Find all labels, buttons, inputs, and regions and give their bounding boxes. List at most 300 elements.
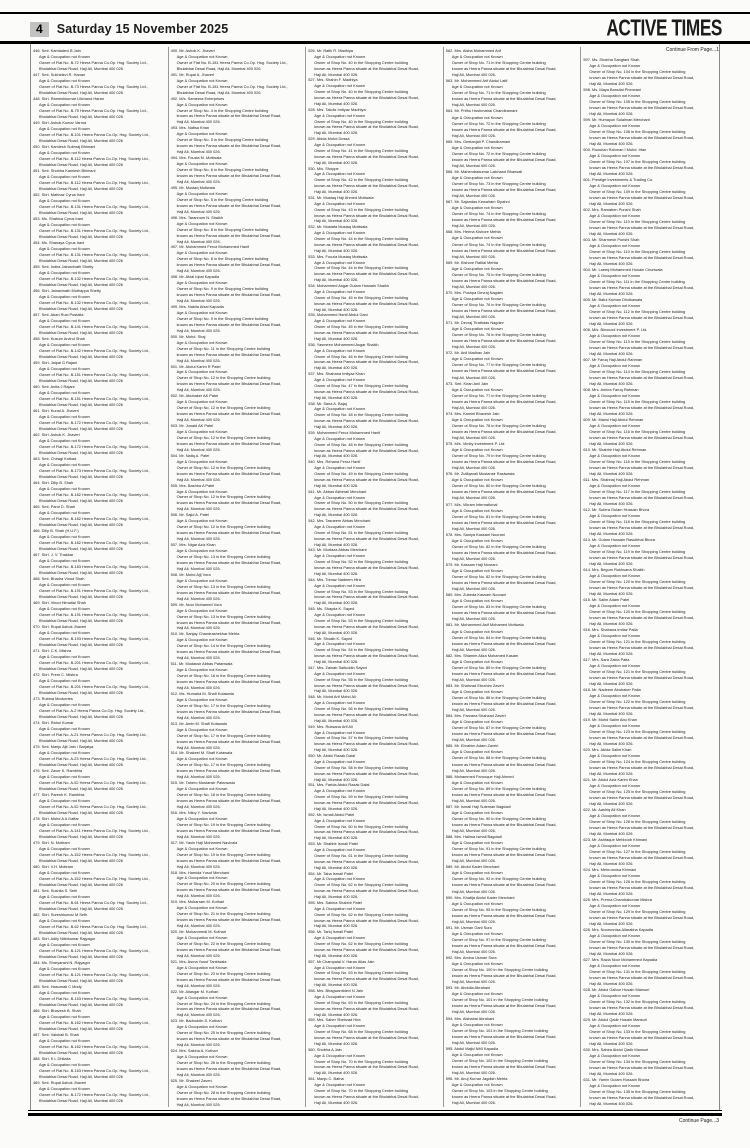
entry-number: 507. (170, 542, 180, 548)
entry-line: known as Heera Panna situate at the Bhulabhai Desai Road, (589, 645, 695, 650)
entry-line: Haji Ali, Mumbai 400 026. (176, 327, 221, 333)
entry-line: Haji Ali, Mumbai 400 026. (589, 471, 634, 476)
entry-line: Haji Ali, Mumbai 400 026. (589, 291, 634, 296)
notice-entry (171, 691, 303, 721)
entry-line: Owner of Shop No. 12 in the Shopping Centre building (176, 524, 271, 530)
entry-name: Mr. Yamin Gulam Hussain Bhoira (592, 1077, 650, 1082)
entry-number: 628. (583, 987, 593, 992)
entry-number: 540. (308, 459, 317, 465)
entry-number: 544. (308, 576, 317, 582)
entry-name: Mrs. Heena Kishore Mehta (454, 229, 501, 235)
entry-line: Haji Ali, Mumbai 400 026. (589, 501, 634, 506)
entry-number: 514. (170, 750, 180, 756)
entry-name: Mr. Ismail Haji Suleman Bagdadi (454, 803, 511, 809)
entry-line: known as Heera Panna situate at the Bhulabhai Desai Road, (589, 585, 695, 590)
entry-line: Owner of Flat No. A-52 Heera Panna Co.Op. Hsg. Society Ltd., (39, 780, 148, 785)
notice-entry (171, 155, 303, 185)
entry-number: 597. (583, 57, 593, 62)
entry-name: Mohammed Farooque Haji Ahmed (454, 773, 514, 779)
notice-entry (446, 622, 578, 652)
entry-line: Age & Occupation not Known (176, 161, 228, 167)
entry-name: Mr. Abdulla Abrahani (454, 985, 491, 991)
notice-entry (171, 423, 303, 453)
entry-line: known as Heera Panna situate at the Bhulabhai Desai Road, (589, 765, 695, 770)
entry-line: Age & Occupation not Known (451, 719, 503, 725)
entry-line: Owner of Shop No. 89 in the Shopping Centre building (451, 785, 546, 791)
entry-line: Owner of Shop No. 17 in the Shopping Centre building (176, 762, 271, 768)
notice-entry (446, 834, 578, 864)
entry-number: 484. (33, 960, 42, 965)
entry-line: Owner of Shop No. 13 in the Shopping Centre building (176, 554, 271, 560)
entry-line: Owner of Flat No. B-181 Heera Panna Co.Op. Hsg. Society Ltd., (176, 59, 288, 65)
entry-name: Mohammed Hanif Abdul Gani (316, 312, 368, 318)
entry-line: Haji Ali, Mumbai 400 026. (451, 1009, 496, 1015)
entry-line: Owner of Shop No. 95 in the Shopping Centre building (451, 906, 546, 912)
entry-line: Haji Ali, Mumbai 400 026. (176, 149, 221, 155)
entry-line: Age & Occupation not Known (314, 553, 366, 559)
entry-line: Haji Ali, Mumbai 400 026. (589, 591, 634, 596)
entry-name: Mrs. Shamim Aliza Mohamed Kasam (454, 652, 519, 658)
entry-number: 536. (308, 341, 317, 347)
notice-entry (171, 661, 303, 691)
notice-entry (33, 768, 165, 792)
entry-line: Owner of Shop No. 16 in the Shopping Centre building (176, 673, 271, 679)
entry-number: 630. (583, 1047, 593, 1052)
entry-line: Age & Occupation not Known (314, 112, 366, 118)
notice-entry (308, 401, 440, 430)
entry-line: Owner of Flat No. B-173 Heera Panna Co.Op. Hsg. Society Ltd., (39, 468, 150, 473)
entry-number: 545. (308, 606, 317, 612)
entry-name: Mr. Tariq Ismail Patel (316, 929, 353, 935)
entry-line: Haji Ali, Mumbai 400 026. (589, 681, 634, 686)
entry-line: known as Heera Panna situate at the Bhulabhai Desai Road, (176, 1095, 282, 1101)
entry-line: Bhulabhai Desai Road, Haji Ali, Mumbai 400 026 (39, 498, 123, 503)
entry-line: Owner of Flat No. B-191 Heera Panna Co.Op. Hsg. Society Ltd., (39, 612, 150, 617)
entry-name: Smt. Rupal Ashok Jhaveri (41, 1080, 87, 1085)
entry-line: Age & Occupation not Known (589, 273, 641, 278)
notice-entry (33, 816, 165, 840)
entry-name: Mr. Shabbir Ismail Patel (316, 841, 358, 847)
notice-entry (33, 216, 165, 240)
entry-line: Owner of Shop No. 19 in the Shopping Centre building (176, 821, 271, 827)
entry-line: known as Heera Panna situate at the Bhulabhai Desai Road, (589, 435, 695, 440)
entry-line: Owner of Flat No. B-101 Heera Panna Co.Op. Hsg. Society Ltd., (39, 132, 150, 137)
notice-entry (33, 888, 165, 912)
entry-number: 465. (33, 504, 42, 509)
entry-line: Haji Ali, Mumbai 400 026. (589, 321, 634, 326)
entry-line: Owner of Flat No. B-182 Heera Panna Co.Op. Hsg. Society Ltd., (39, 540, 150, 545)
entry-number: 464. (33, 480, 42, 485)
entry-line: Owner of Shop No. 118 in the Shopping Centre building (589, 519, 686, 524)
entry-line: Haji Ali, Mumbai 400 026. (589, 711, 634, 716)
entry-line: Haji Ali, Mumbai 400 026. (176, 744, 221, 750)
entry-number: 530. (308, 165, 317, 171)
entry-line: Owner of Shop No. 11 in the Shopping Centre building (176, 345, 271, 351)
entry-line: Age & Occupation not Known (589, 1023, 641, 1028)
entry-line: known as Heera Panna situate at the Bhulabhai Desai Road, (451, 549, 557, 555)
entry-line: known as Heera Panna situate at the Bhulabhai Desai Road, (314, 829, 419, 835)
notice-entry (583, 747, 716, 777)
entry-line: Age & Occupation not Known (314, 729, 366, 735)
entry-line: Owner of Shop No. 44 in the Shopping Centre building (314, 236, 409, 241)
entry-number: 553. (308, 841, 317, 847)
entry-line: Haji Ali, Mumbai 400 026. (176, 417, 221, 423)
entry-name: Mrs. Saniya Kassam Noorani (454, 531, 505, 537)
entry-line: Haji Ali, Mumbai 400 026. (589, 741, 634, 746)
entry-line: known as Heera Panna situate at the Bhulabhai Desai Road, (314, 359, 419, 365)
entry-line: Bhulabhai Desai Road, Haji Ali, Mumbai 400 026 (39, 714, 123, 719)
entry-line: Haji Ali, Mumbai 400 026. (176, 625, 221, 631)
entry-line: Haji Ali, Mumbai 400 026. (451, 223, 496, 229)
notice-entry (171, 125, 303, 155)
entry-line: Owner of Shop No. 126 in the Shopping Centre building (589, 819, 686, 824)
entry-number: 446. (33, 48, 42, 53)
entry-line: known as Heera Panna situate at the Bhulabhai Desai Road, (176, 946, 282, 952)
entry-line: Owner of Shop No. 77 in the Shopping Centre building (451, 362, 546, 368)
entry-line: Haji Ali, Mumbai 400 026. (314, 277, 359, 283)
entry-name: Mrs. Sabira Abdul Qadir Mansuri (592, 1047, 649, 1052)
right-frame-rule (719, 44, 720, 1110)
notice-entry (308, 518, 440, 547)
notice-entry (308, 1047, 440, 1076)
entry-line: Haji Ali, Mumbai 400 026. (314, 717, 359, 723)
entry-line: Owner of Shop No. 60 in the Shopping Centre building (314, 823, 409, 829)
entry-line: Haji Ali, Mumbai 400 026. (314, 335, 359, 341)
entry-line: known as Heera Panna situate at the Bhulabhai Desai Road, (451, 308, 557, 314)
entry-number: 594. (445, 1015, 455, 1021)
entry-name: Mrs. Amina Faruq Rahman (592, 387, 639, 392)
entry-line: known as Heera Panna situate at the Bhulabhai Desai Road, (314, 1005, 419, 1011)
entry-line: Owner of Shop No. 12 in the Shopping Centre building (176, 434, 271, 440)
entry-line: Haji Ali, Mumbai 400 026. (451, 555, 496, 561)
entry-name: M/s. Vikram International (454, 501, 498, 507)
entry-line: known as Heera Panna situate at the Bhulabhai Desai Road, (314, 976, 419, 982)
entry-name: Mrs. Razia Noor Mohammed Kapadia (592, 957, 658, 962)
entry-line: Age & Occupation not Known (451, 205, 503, 211)
entry-number: 500. (170, 333, 180, 339)
entry-line: Haji Ali, Mumbai 400 026. (314, 394, 359, 400)
entry-line: Owner of Shop No. 76 in the Shopping Centre building (451, 332, 546, 338)
entry-line: known as Heera Panna situate at the Bhulabhai Desai Road, (589, 975, 695, 980)
entry-line: Owner of Shop No. 87 in the Shopping Centre building (451, 725, 546, 731)
entry-line: Bhulabhai Desai Road, Haji Ali, Mumbai 400 026 (39, 810, 123, 815)
entry-number: 523. (170, 1018, 180, 1024)
entry-line: known as Heera Panna situate at the Bhulabhai Desai Road, (176, 887, 282, 893)
entry-line: Owner of Flat No. B-183 Heera Panna Co.Op. Hsg. Society Ltd., (39, 564, 150, 569)
entry-line: Age & Occupation not Known (39, 534, 90, 539)
notice-entry (33, 408, 165, 432)
entry-number: 461. (33, 408, 42, 413)
entry-line: Owner of Flat No. B-181 Heera Panna Co.Op. Hsg. Society Ltd., (176, 83, 288, 89)
entry-line: Age & Occupation not Known (589, 1083, 641, 1088)
entry-line: Age & Occupation not Known (451, 961, 503, 967)
entry-name: Shri. Kunal A. Jhaveri (41, 408, 79, 413)
entry-line: Age & Occupation not Known (314, 494, 366, 500)
entry-line: Age & Occupation not Known (176, 964, 228, 970)
entry-line: Owner of Flat No. B-131 Heera Panna Co.Op. Hsg. Society Ltd., (39, 228, 150, 233)
entry-name: Shri. N. Motiram (41, 840, 70, 845)
entry-line: known as Heera Panna situate at the Bhulabhai Desai Road, (176, 113, 282, 119)
notice-entry (446, 290, 578, 320)
entry-name: Smt. Chiragi Kotkad (41, 456, 77, 461)
entry-line: Owner of Shop No. 101 in the Shopping Centre building (451, 997, 548, 1003)
notice-entry (308, 782, 440, 811)
entry-line: Haji Ali, Mumbai 400 026. (451, 616, 496, 622)
entry-line: known as Heera Panna situate at the Bhulabhai Desai Road, (589, 135, 695, 140)
entry-line: known as Heera Panna situate at the Bhulabhai Desai Road, (176, 589, 282, 595)
entry-number: 508. (170, 571, 180, 577)
entry-name: Mr. Prithu Hushmatrai Chandiramani (454, 108, 518, 114)
notice-entry (446, 350, 578, 380)
entry-line: Haji Ali, Mumbai 400 026. (589, 261, 634, 266)
entry-name: Shri. Adily Nitinkumar Rajyagor (41, 936, 96, 941)
entry-line: Age & Occupation not Known (589, 93, 641, 98)
entry-line: known as Heera Panna situate at the Bhulabhai Desai Road, (589, 225, 695, 230)
entry-line: Owner of Shop No. 131 in the Shopping Centre building (589, 969, 686, 974)
entry-number: 509. (170, 601, 180, 607)
entry-line: Haji Ali, Mumbai 400 026. (314, 247, 359, 253)
entry-line: Age & Occupation not Known (176, 458, 228, 464)
notice-entry (446, 925, 578, 955)
entry-name: Smt. Indira Jainavinath Shetty (41, 264, 94, 269)
entry-line: known as Heera Panna situate at the Bhulabhai Desai Road, (176, 1036, 282, 1042)
entry-name: Mr. Mohd Ajij Vora (179, 571, 211, 577)
notice-entry (171, 721, 303, 751)
entry-line: Age & Occupation not Known (176, 1054, 228, 1060)
entry-line: Age & Occupation not Known (176, 637, 228, 643)
newspaper-column (581, 47, 719, 1107)
entry-line: Owner of Shop No. 128 in the Shopping Centre building (589, 879, 686, 884)
entry-name: Mrs. Noorunnisa Allarakha Kapadia (592, 927, 654, 932)
entry-line: Owner of Flat No. B-172 Heera Panna Co.Op. Hsg. Society Ltd., (39, 444, 150, 449)
notice-entry (446, 532, 578, 562)
entry-line: known as Heera Panna situate at the Bhulabhai Desai Road, (451, 66, 557, 72)
notice-entry (33, 168, 165, 192)
entry-number: 549. (308, 723, 317, 729)
entry-line: Haji Ali, Mumbai 400 026. (314, 952, 359, 958)
entry-line: known as Heera Panna situate at the Bhulabhai Desai Road, (176, 827, 282, 833)
entry-line: Haji Ali, Mumbai 400 026. (451, 979, 496, 985)
entry-line: known as Heera Panna situate at the Bhulabhai Desai Road, (589, 945, 695, 950)
entry-line: known as Heera Panna situate at the Bhulabhai Desai Road, (314, 653, 419, 659)
entry-line: Owner of Shop No. 68 in the Shopping Centre building (314, 1029, 409, 1035)
entry-number: 560. (308, 1046, 317, 1052)
entry-line: Age & Occupation not Known (451, 326, 503, 332)
entry-name: Mrs. Farzana Shahzad Zaveri (454, 713, 506, 719)
entry-line: Haji Ali, Mumbai 400 026. (314, 159, 359, 165)
entry-line: Age & Occupation not Known (39, 150, 90, 155)
entry-line: known as Heera Panna situate at the Bhulabhai Desai Road, (451, 882, 557, 888)
entry-number: 496. (170, 214, 180, 220)
entry-line: known as Heera Panna situate at the Bhulabhai Desai Road, (451, 398, 557, 404)
entry-line: Owner of Shop No. 129 in the Shopping Centre building (589, 909, 686, 914)
entry-number: 486. (33, 1008, 42, 1013)
entry-name: Smt. Anita J Rajani (41, 384, 75, 389)
entry-line: known as Heera Panna situate at the Bhulabhai Desai Road, (451, 852, 557, 858)
entry-line: Haji Ali, Mumbai 400 026. (451, 102, 496, 108)
bottom-rule-thin (28, 1110, 722, 1111)
entry-line: Haji Ali, Mumbai 400 026. (451, 1100, 496, 1106)
entry-number: 555. (308, 899, 317, 905)
entry-number: 456. (33, 288, 42, 293)
entry-line: Haji Ali, Mumbai 400 026. (176, 952, 221, 958)
entry-line: known as Heera Panna situate at the Bhulabhai Desai Road, (176, 351, 282, 357)
newspaper-column (306, 47, 444, 1107)
entry-line: Age & Occupation not Known (39, 558, 90, 563)
notice-entry (308, 166, 440, 195)
entry-line: Age & Occupation not Known (589, 333, 641, 338)
entry-line: Owner of Shop No. 62 in the Shopping Centre building (314, 882, 409, 888)
entry-line: Haji Ali, Mumbai 400 026. (451, 465, 496, 471)
entry-number: 475. (33, 744, 42, 749)
entry-line: Owner of Shop No. 4 in the Shopping Centre building (176, 107, 269, 113)
entry-name: Mr. Devraj Tirathdas Nagdev (454, 320, 504, 326)
entry-line: Age & Occupation not Known (176, 309, 228, 315)
entry-line: Age & Occupation not Known (314, 1052, 366, 1058)
entry-line: Age & Occupation not Known (176, 1083, 228, 1089)
entry-line: Owner of Shop No. 62 in the Shopping Centre building (314, 941, 409, 946)
entry-line: Haji Ali, Mumbai 400 026. (176, 298, 221, 304)
notice-entry (583, 957, 716, 987)
entry-line: Owner of Shop No. 77 in the Shopping Centre building (451, 392, 546, 398)
entry-line: known as Heera Panna situate at the Bhulabhai Desai Road, (314, 1064, 419, 1070)
entry-line: Bhulabhai Desai Road, Haji Ali, Mumbai 400 026 (39, 210, 123, 215)
entry-line: Age & Occupation not Known (589, 1053, 641, 1058)
entry-line: known as Heera Panna situate at the Bhulabhai Desai Road, (451, 338, 557, 344)
entry-line: Haji Ali, Mumbai 400 026. (451, 193, 496, 199)
entry-name: Prestige Investments & Trading Co. (592, 177, 654, 182)
entry-line: Owner of Shop No. 61 in the Shopping Centre building (314, 852, 409, 858)
entry-number: 460. (33, 384, 42, 389)
entry-line: Age & Occupation not Known (589, 183, 641, 188)
entry-name: Mrs. Zubeda Kassam Noorani (454, 592, 507, 598)
entry-name: Mr. Shakeel M. Shafi Kotawala (179, 750, 233, 756)
entry-line: Age & Occupation not Known (451, 265, 503, 271)
entry-line: Owner of Shop No. 110 in the Shopping Centre building (589, 219, 686, 224)
entry-line: Owner of Shop No. 119 in the Shopping Centre building (589, 549, 686, 554)
entry-line: known as Heera Panna situate at the Bhulabhai Desai Road, (589, 555, 695, 560)
entry-line: known as Heera Panna situate at the Bhulabhai Desai Road, (589, 165, 695, 170)
masthead-title: ACTIVE TIMES (606, 16, 722, 41)
entry-line: known as Heera Panna situate at the Bhulabhai Desai Road, (314, 1035, 419, 1040)
entry-line: Age & Occupation not Known (39, 822, 90, 827)
entry-line: known as Heera Panna situate at the Bhulabhai Desai Road, (176, 798, 282, 804)
notice-entry (33, 528, 165, 552)
entry-line: Age & Occupation not Known (39, 246, 90, 251)
entry-number: 558. (308, 988, 317, 993)
entry-number: 510. (170, 631, 180, 637)
entry-name: Mr. Mansi Haji Abdul Rehman (592, 417, 644, 422)
entry-line: known as Heera Panna situate at the Bhulabhai Desai Road, (314, 623, 419, 629)
entry-name: Mr. Shoaib K. Sayed (316, 635, 353, 641)
entry-line: Owner of Shop No. 101 in the Shopping Centre building (451, 1027, 548, 1033)
entry-line: known as Heera Panna situate at the Bhulabhai Desai Road, (589, 465, 695, 470)
entry-name: Mr. Mohd. Siraj (179, 333, 206, 339)
entry-number: 533. (308, 253, 317, 259)
entry-line: Age & Occupation not Known (451, 749, 503, 755)
entry-number: 552. (308, 811, 317, 817)
entry-line: Haji Ali, Mumbai 400 026. (589, 621, 634, 626)
entry-line: known as Heera Panna situate at the Bhulabhai Desai Road, (589, 375, 695, 380)
entry-line: known as Heera Panna situate at the Bhulabhai Desai Road, (176, 470, 282, 476)
entry-line: Owner of Shop No. 110 in the Shopping Centre building (589, 249, 686, 254)
entry-number: 586. (445, 773, 455, 779)
entry-line: Owner of Shop No. 48 in the Shopping Centre building (314, 441, 409, 447)
entry-line: Age & Occupation not Known (314, 670, 366, 676)
entry-line: Owner of Shop No. 130 in the Shopping Centre building (589, 939, 686, 944)
entry-line: Bhulabhai Desai Road, Haji Ali, Mumbai 400 026 (39, 90, 123, 95)
notice-entry (446, 774, 578, 804)
entry-line: Age & Occupation not Known (451, 386, 503, 392)
entry-line: Haji Ali, Mumbai 400 026. (176, 1042, 221, 1048)
entry-name: Mr. Aashiq Ali Khan (592, 807, 626, 812)
entry-line: known as Heera Panna situate at the Bhulabhai Desai Road, (176, 530, 282, 536)
entry-line: Owner of Shop No. 91 in the Shopping Centre building (451, 846, 546, 852)
entry-number: 519. (170, 899, 180, 905)
entry-line: known as Heera Panna situate at the Bhulabhai Desai Road, (314, 418, 419, 424)
entry-line: Age & Occupation not Known (451, 598, 503, 604)
notice-entry (583, 207, 716, 237)
entry-line: Age & Occupation not Known (176, 250, 228, 256)
entry-name: Mr. Ismail Abdul Patel (316, 811, 355, 817)
notice-entry (446, 864, 578, 894)
entry-line: Bhulabhai Desai Road, Haji Ali, Mumbai 400 026 (39, 690, 123, 695)
entry-line: Owner of Shop No. 78 in the Shopping Centre building (451, 422, 546, 428)
notice-entry (33, 912, 165, 936)
notice-entry (171, 840, 303, 870)
entry-line: Owner of Shop No. 19 in the Shopping Centre building (176, 851, 271, 857)
entry-line: known as Heera Panna situate at the Bhulabhai Desai Road, (589, 255, 695, 260)
entry-line: Bhulabhai Desai Road, Haji Ali, Mumbai 400 026 (39, 162, 123, 167)
entry-name: Mrs. Nabila Afzal Kapadia (179, 303, 224, 309)
entry-line: Age & Occupation not Known (314, 259, 366, 265)
notice-entry (446, 653, 578, 683)
entry-line: Age & Occupation not Known (314, 465, 366, 471)
entry-number: 608. (583, 387, 593, 392)
entry-name: Shri. Jainavinath Muthappa Shetty (41, 288, 101, 293)
entry-line: Owner of Shop No. 70 in the Shopping Centre building (314, 1058, 409, 1064)
entry-line: Owner of Flat No. B-151 Heera Panna Co.Op. Hsg. Society Ltd., (39, 372, 150, 377)
entry-number: 502. (170, 393, 180, 399)
continue-to-label: Continue Page...3 (678, 1118, 719, 1124)
entry-line: Age & Occupation not Known (176, 339, 228, 345)
entry-name: Mrs. Prerna Chandrakumar Mishra (592, 897, 652, 902)
entry-number: 518. (170, 869, 180, 875)
notice-entry (583, 177, 716, 207)
entry-number: 501. (170, 363, 180, 369)
entry-line: Haji Ali, Mumbai 400 026. (176, 565, 221, 571)
entry-name: Mrs. Tomaz Nadeem Hira (316, 576, 361, 582)
notice-entry (33, 72, 165, 96)
entry-line: Age & Occupation not Known (176, 488, 228, 494)
entry-line: known as Heera Panna situate at the Bhulabhai Desai Road, (176, 679, 282, 685)
entry-name: Mrs. Sakina Shabbir Patel (316, 899, 362, 905)
entry-line: Age & Occupation not Known (39, 582, 90, 587)
entry-line: Age & Occupation not Known (589, 303, 641, 308)
entry-number: 453. (33, 216, 42, 221)
entry-line: Haji Ali, Mumbai 400 026. (314, 923, 359, 929)
entry-line: Owner of Flat No. B-121 Heera Panna Co.Op. Hsg. Society Ltd., (39, 972, 150, 977)
entry-line: Bhulabhai Desai Road, Haji Ali, Mumbai 400 026 (39, 762, 123, 767)
entry-line: known as Heera Panna situate at the Bhulabhai Desai Road, (451, 942, 557, 948)
notice-entry (33, 792, 165, 816)
entry-line: Owner of Flat No. B-172 Heera Panna Co.Op. Hsg. Society Ltd., (39, 420, 150, 425)
entry-name: Mrs. Shabana Imtiaz Patia (592, 627, 638, 632)
entry-line: Haji Ali, Mumbai 400 026. (176, 268, 221, 274)
entry-line: Haji Ali, Mumbai 400 026. (451, 918, 496, 924)
entry-line: Haji Ali, Mumbai 400 026. (176, 595, 221, 601)
entry-line: known as Heera Panna situate at the Bhulabhai Desai Road, (314, 506, 419, 512)
